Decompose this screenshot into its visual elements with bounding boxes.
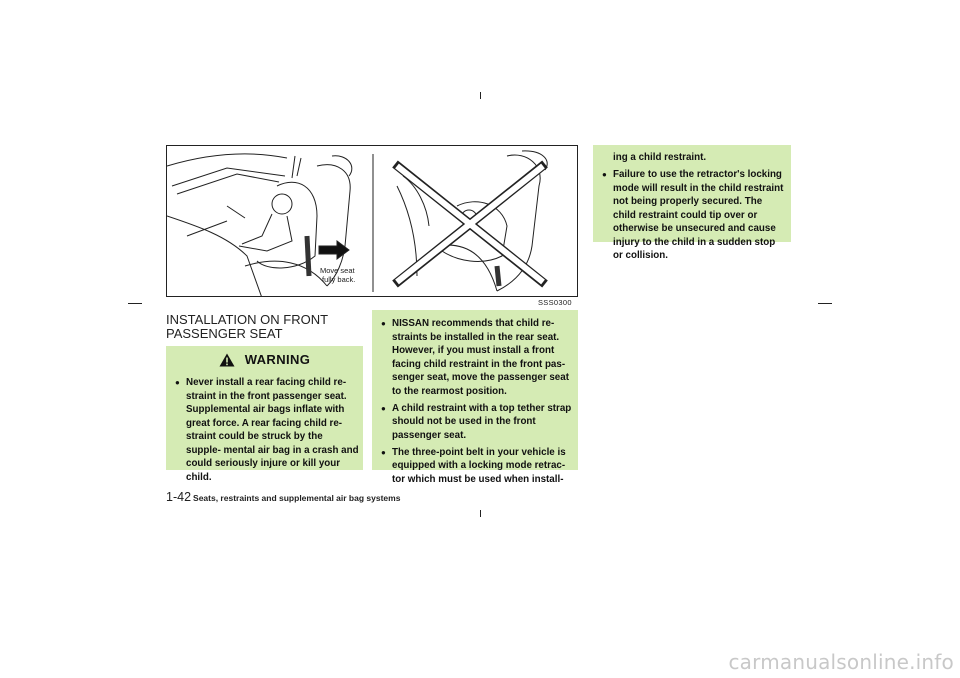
child-head <box>272 194 292 214</box>
note-box-column2 <box>372 310 578 485</box>
watermark: carmanualsonline.info <box>728 650 954 674</box>
note-box-column3 <box>593 145 791 261</box>
warning-item-text: Never install a rear facing child re- straint in the front passenger seat. Supplemental air bags inflate with great force. A rear facing child re- straint could be struck by the supple- mental air bag in a crash and could seriously injure or kill your child. <box>186 377 359 483</box>
warning-triangle-icon <box>219 353 235 367</box>
page-footer <box>166 490 400 504</box>
seat-cushion <box>245 261 327 286</box>
list-item-text: NISSAN recommends that child re- straints be installed in the rear seat. However, if you must install a front facing child restraint in the front pas- senger seat, move the passenger seat to the rearmost position. <box>392 318 569 397</box>
footer-section-name: Seats, restraints and supplemental air bag systems <box>193 493 401 503</box>
figure-code: SSS0300 <box>538 298 572 307</box>
list-item-text: A child restraint with a top tether strap should not be used in the front passenger seat. <box>392 402 572 441</box>
warning-heading: WARNING <box>244 352 311 368</box>
figure-caption-line2: fully back. <box>322 275 356 284</box>
roof-line <box>167 154 287 166</box>
warning-header <box>166 351 363 367</box>
warning-list <box>170 376 359 488</box>
crop-mark-left <box>128 303 142 304</box>
list-item: ● A child restraint with a top tether strap should not be used in the front passenger seat. <box>381 402 572 441</box>
illustration-figure <box>166 145 578 297</box>
list-item: ● Failure to use the retractor's locking mode will result in the child restraint not being properly secured. The child restraint could tip over or otherwise be unsecured and cause injury to the child in a sudden stop or collision. <box>602 169 784 261</box>
list-item: ● The three-point belt in your vehicle is equipped with a locking mode retrac- tor which must be used when install- <box>381 446 566 485</box>
list-item: ● NISSAN recommends that child re- straints be installed in the rear seat. However, if you must install a front facing child restraint in the front pas- senger seat, move the passenger seat to the rearmost position. <box>381 318 569 397</box>
continued-text: ing a child restraint. <box>613 152 707 163</box>
figure-caption-line1: Move seat <box>320 266 355 275</box>
arrow-icon <box>319 241 349 259</box>
crop-mark-bottom <box>480 510 481 517</box>
door-edge <box>167 216 262 297</box>
list-item-text: The three-point belt in your vehicle is equipped with a locking mode retrac- tor which must be used when install- <box>392 446 566 485</box>
illustration-drawing <box>167 146 578 297</box>
column3-list <box>597 168 787 263</box>
crop-mark-right <box>818 303 832 304</box>
crop-mark-top <box>480 92 481 99</box>
warning-box <box>166 346 363 483</box>
page-number: 1-42 <box>166 490 192 504</box>
list-item: ● Never install a rear facing child re- straint in the front passenger seat. Supplemental air bags inflate with great force. A rear facing child re- straint could be struck by the supple- mental air bag in a crash and could seriously injure or kill your child. <box>175 377 359 483</box>
dashboard <box>397 186 417 276</box>
column2-list <box>376 317 574 490</box>
section-title: INSTALLATION ON FRONT PASSENGER SEAT <box>166 312 328 341</box>
list-item-text: Failure to use the retractor's locking mode will result in the child restraint not being properly secured. The child restraint could tip over or otherwise be unsecured and cause injury to the child in a sudden stop or collision. <box>613 169 784 261</box>
